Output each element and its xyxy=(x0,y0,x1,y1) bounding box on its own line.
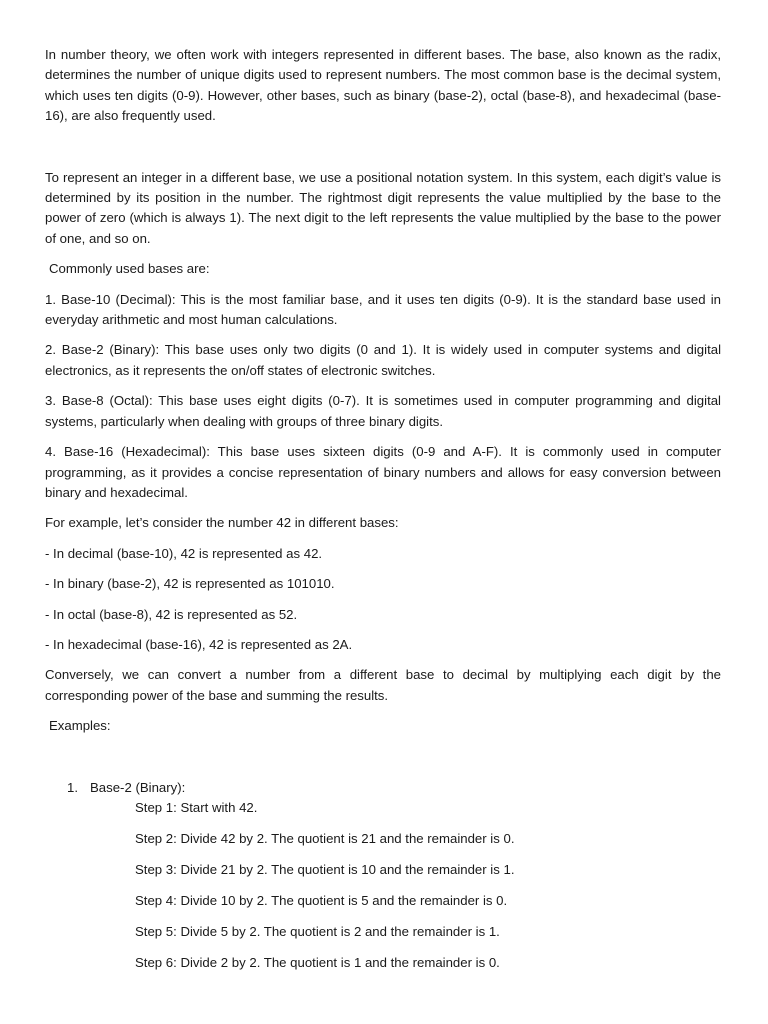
paragraph-conversely: Conversely, we can convert a number from a different base to decimal by multiplying each digit by the corresponding power of the base and summing the results. xyxy=(45,667,721,703)
paragraph-example-intro: For example, let’s consider the number 42 in different bases: xyxy=(45,515,399,531)
step-line: Step 6: Divide 2 by 2. The quotient is 1 and the remainder is 0. xyxy=(135,954,500,970)
paragraph-base10: 1. Base-10 (Decimal): This is the most familiar base, and it uses ten digits (0-9). It is the standard base used in everyday arithmetic and most human calculations. xyxy=(45,291,721,328)
step-line: Step 1: Start with 42. xyxy=(135,799,258,815)
paragraph-example-hex: - In hexadecimal (base-16), 42 is represented as 2A. xyxy=(45,636,353,652)
step-line: Step 4: Divide 10 by 2. The quotient is 5 and the remainder is 0. xyxy=(135,892,508,908)
step-line: Step 5: Divide 5 by 2. The quotient is 2 and the remainder is 1. xyxy=(135,923,500,939)
list-item-number: 1. xyxy=(67,779,78,795)
step-line: Step 2: Divide 42 by 2. The quotient is 21 and the remainder is 0. xyxy=(135,830,515,846)
paragraph-example-binary: - In binary (base-2), 42 is represented as 101010. xyxy=(45,576,335,592)
document-page xyxy=(45,45,721,973)
list-item-title: Base-2 (Binary): xyxy=(90,779,186,795)
paragraph-common-heading: Commonly used bases are: xyxy=(49,261,210,277)
paragraph-example-decimal: - In decimal (base-10), 42 is represented as 42. xyxy=(45,545,323,561)
numbered-list xyxy=(45,778,721,973)
list-item xyxy=(45,778,721,798)
step-line: Step 3: Divide 21 by 2. The quotient is 10 and the remainder is 1. xyxy=(135,861,515,877)
paragraph-intro: In number theory, we often work with integers represented in different bases. The base, also known as the radix, determines the number of unique digits used to represent numbers. The most common base is the decimal system, which uses ten digits (0-9). However, other bases, such as binary (base-2), octal (base-8), and hexadecimal (base-16), are also frequently used. xyxy=(45,47,721,124)
paragraph-base2: 2. Base-2 (Binary): This base uses only two digits (0 and 1). It is widely used in computer systems and digital electronics, as it represents the on/off states of electronic switches. xyxy=(45,342,721,378)
paragraph-base16: 4. Base-16 (Hexadecimal): This base uses sixteen digits (0-9 and A-F). It is commonly used in computer programming, as it provides a concise representation of binary numbers and allows for easy conversion between binary and hexadecimal. xyxy=(45,444,721,500)
paragraph-base8: 3. Base-8 (Octal): This base uses eight digits (0-7). It is sometimes used in computer programming and digital systems, particularly when dealing with groups of three binary digits. xyxy=(45,393,721,429)
paragraph-positional: To represent an integer in a different base, we use a positional notation system. In this system, each digit’s value is determined by its position in the number. The rightmost digit represents the value multiplied by the base to the power of zero (which is always 1). The next digit to the left represents the value multiplied by the base to the power of one, and so on. xyxy=(45,169,721,246)
paragraph-example-octal: - In octal (base-8), 42 is represented as 52. xyxy=(45,606,298,622)
paragraph-examples-heading: Examples: xyxy=(49,718,111,734)
